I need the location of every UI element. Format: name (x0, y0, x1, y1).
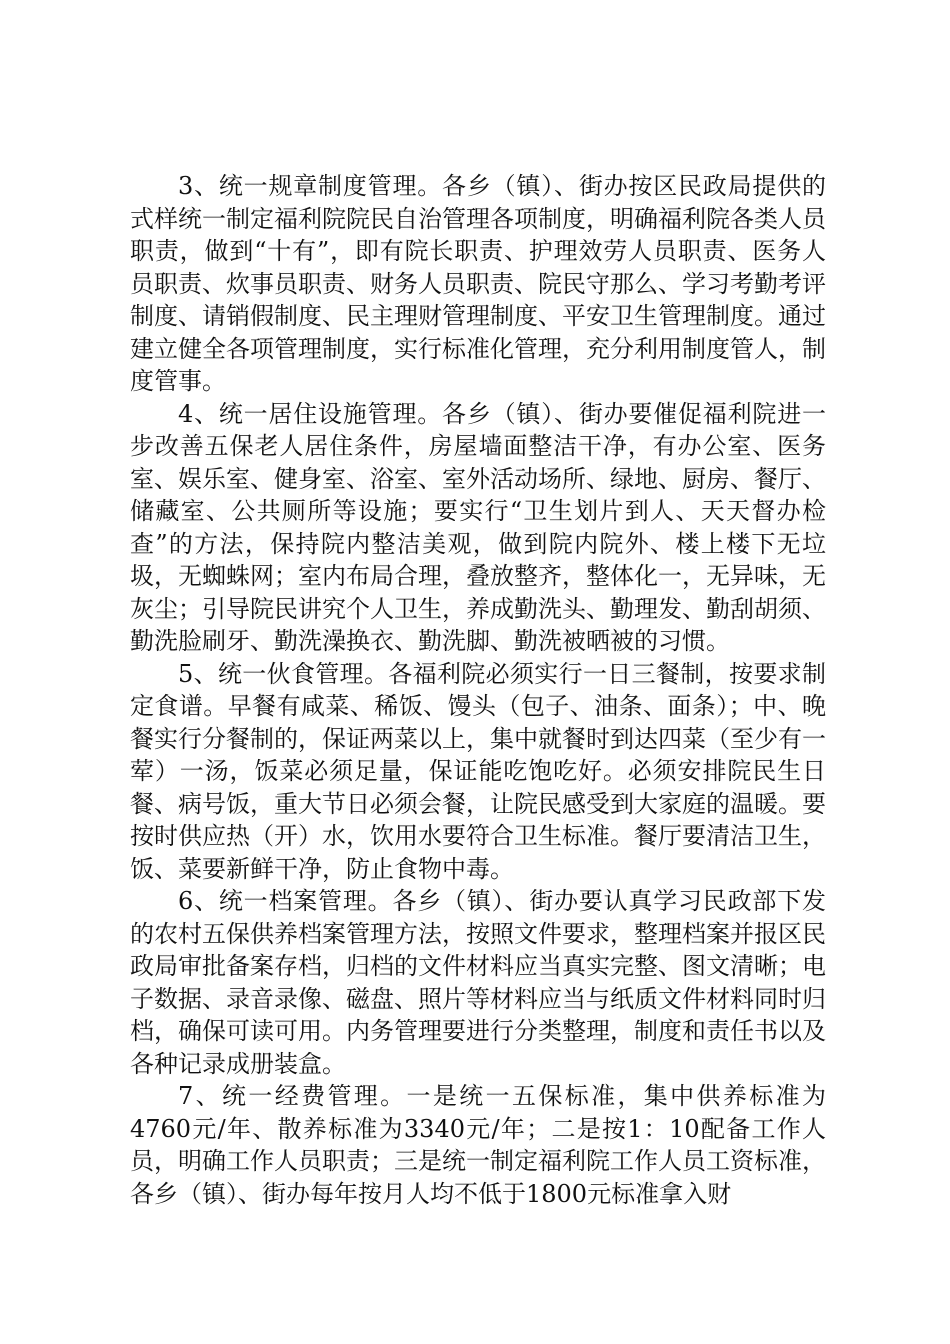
paragraph-rules-management: 3、统一规章制度管理。各乡（镇）、街办按区民政局提供的式样统一制定福利院院民自治管理各项制度，明确福利院各类人员职责，做到“十有”，即有院长职责、护理效劳人员职责、医务人员职责、炊事员职责、财务人员职责、院民守那么、学习考勤考评制度、请销假制度、民主理财管理制度、平安卫生管理制度。通过建立健全各项管理制度，实行标准化管理，充分利用制度管人，制度管事。 (130, 172, 826, 395)
document-body (130, 170, 826, 1210)
paragraph-meal-management: 5、统一伙食管理。各福利院必须实行一日三餐制，按要求制定食谱。早餐有咸菜、稀饭、馒头（包子、油条、面条）；中、晚餐实行分餐制的，保证两菜以上，集中就餐时到达四菜（至少有一荤）一汤，饭菜必须足量，保证能吃饱吃好。必须安排院民生日餐、病号饭，重大节日必须会餐，让院民感受到大家庭的温暖。要按时供应热（开）水，饮用水要符合卫生标准。餐厅要清洁卫生，饭、菜要新鲜干净，防止食物中毒。 (130, 659, 826, 883)
paragraph-housing-facilities: 4、统一居住设施管理。各乡（镇）、街办要催促福利院进一步改善五保老人居住条件，房屋墙面整洁干净，有办公室、医务室、娱乐室、健身室、浴室、室外活动场所、绿地、厨房、餐厅、储藏室、公共厕所等设施；要实行“卫生划片到人、天天督办检查”的方法，保持院内整洁美观，做到院内院外、楼上楼下无垃圾，无蜘蛛网；室内布局合理，叠放整齐，整体化一，无异味，无灰尘；引导院民讲究个人卫生，养成勤洗头、勤理发、勤刮胡须、勤洗脸刷牙、勤洗澡换衣、勤洗脚、勤洗被晒被的习惯。 (130, 399, 826, 655)
paragraph-funding-management: 7、统一经费管理。一是统一五保标准，集中供养标准为4760元/年、散养标准为3340元/年；二是按1：10配备工作人员，明确工作人员职责；三是统一制定福利院工作人员工资标准，各乡（镇）、街办每年按月人均不低于1800元标准拿入财 (130, 1082, 826, 1208)
paragraph-archive-management: 6、统一档案管理。各乡（镇）、街办要认真学习民政部下发的农村五保供养档案管理方法，按照文件要求，整理档案并报区民政局审批备案存档，归档的文件材料应当真实完整、图文清晰；电子数据、录音录像、磁盘、照片等材料应当与纸质文件材料同时归档，确保可读可用。内务管理要进行分类整理，制度和责任书以及各种记录成册装盒。 (130, 887, 826, 1078)
